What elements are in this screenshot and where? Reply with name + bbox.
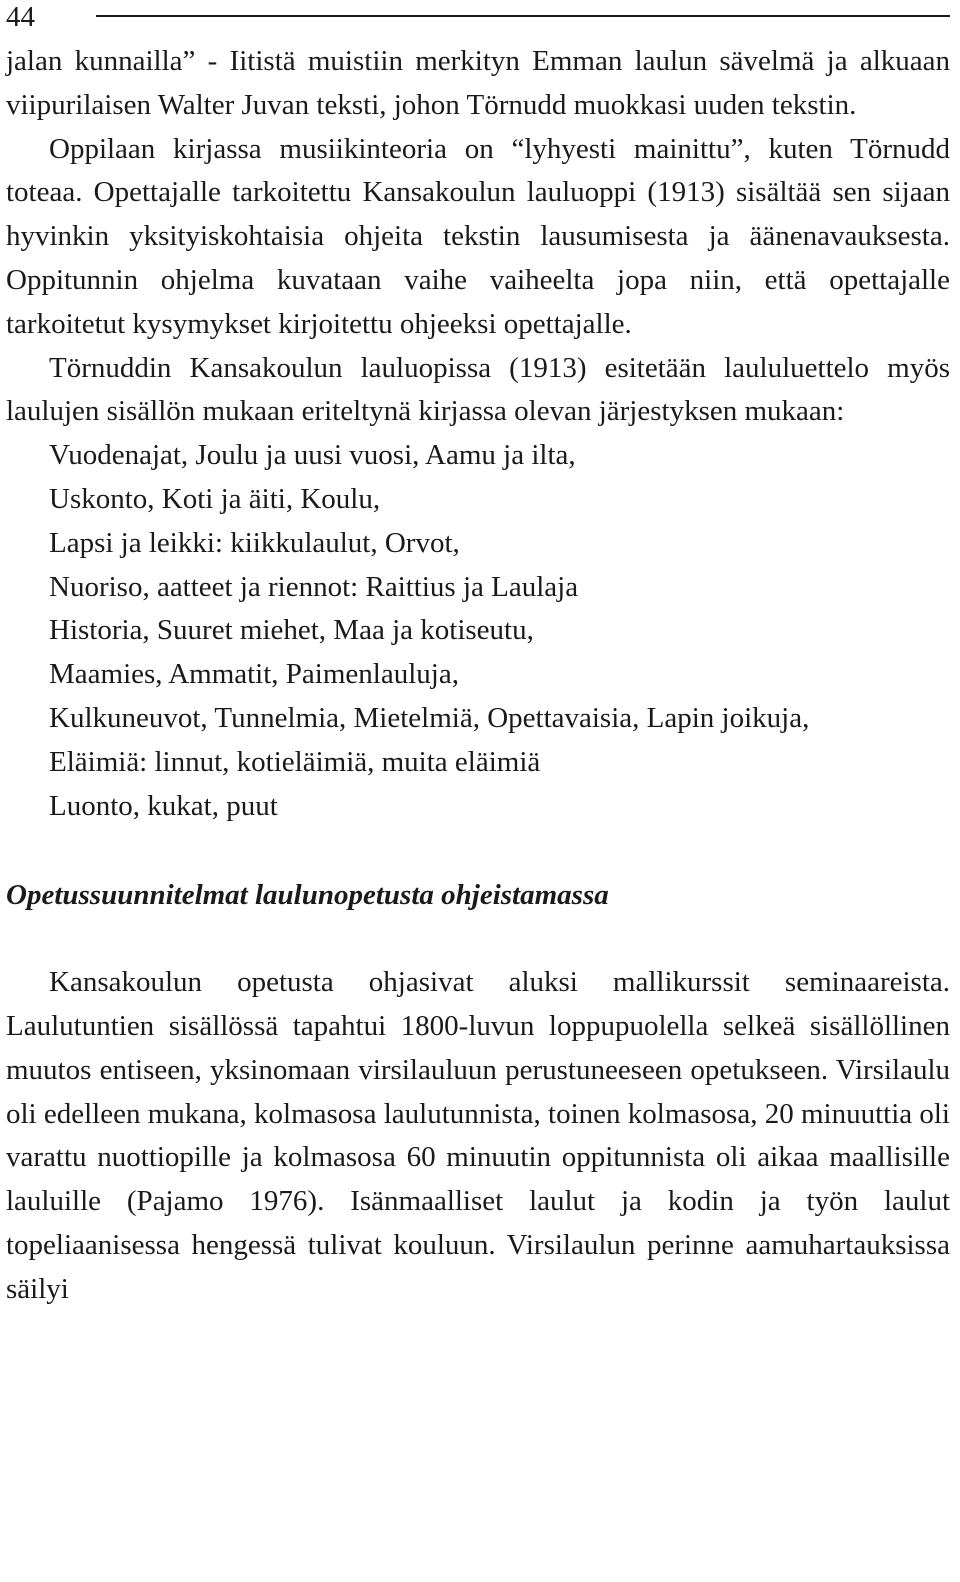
page-header xyxy=(6,0,950,34)
list-item: Luonto, kukat, puut xyxy=(49,789,278,822)
page-number: 44 xyxy=(6,1,35,33)
list-item: Eläimiä: linnut, kotieläimiä, muita eläimiä xyxy=(49,745,541,778)
list-item: Maamies, Ammatit, Paimenlauluja, xyxy=(49,658,459,691)
list-item: Vuodenajat, Joulu ja uusi vuosi, Aamu ja ilta, xyxy=(49,439,576,472)
list-item: Lapsi ja leikki: kiikkulaulut, Orvot, xyxy=(49,526,460,559)
song-category-list xyxy=(6,434,950,828)
page-body xyxy=(6,40,950,1312)
header-rule xyxy=(96,15,950,17)
paragraph-curriculum: Kansakoulun opetusta ohjasivat aluksi mallikurssit seminaareista. Laulutuntien sisällössä tapahtui 1800-luvun loppupuolella selkeä sisällöllinen muutos entiseen, yksinomaan virsilauluun perustuneeseen opetukseen. Virsilaulu oli edelleen mukana, kolmasosa laulutunnista, toinen kolmasosa, 20 minuuttia oli varattu nuottiopille ja kolmasosa 60 minuutin oppitunnista oli aikaa maallisille lauluille (Pajamo 1976). Isänmaalliset laulut ja kodin ja työn laulut topeliaanisessa hengessä tulivat kouluun. Virsilaulun perinne aamuhartauksissa säilyi xyxy=(6,966,950,1305)
section-spacer xyxy=(6,828,950,874)
list-item: Uskonto, Koti ja äiti, Koulu, xyxy=(49,482,381,515)
paragraph-continuation: jalan kunnailla” - Iitistä muistiin merkityn Emman laulun sävelmä ja alkuaan viipurilaisen Walter Juvan teksti, johon Törnudd muokkasi uuden tekstin. xyxy=(6,45,950,121)
list-item: Kulkuneuvot, Tunnelmia, Mietelmiä, Opettavaisia, Lapin joikuja, xyxy=(49,701,810,734)
paragraph-song-list-intro: Törnuddin Kansakoulun lauluopissa (1913) esitetään laululuettelo myös laulujen sisällön mukaan eriteltynä kirjassa olevan järjestyksen mukaan: xyxy=(6,351,950,428)
section-heading: Opetussuunnitelmat laulunopetusta ohjeistamassa xyxy=(6,879,609,912)
section-spacer xyxy=(6,918,950,961)
list-item: Historia, Suuret miehet, Maa ja kotiseutu, xyxy=(49,614,534,647)
list-item: Nuoriso, aatteet ja riennot: Raittius ja Laulaja xyxy=(49,570,579,603)
paragraph-music-theory: Oppilaan kirjassa musiikinteoria on “lyhyesti mainittu”, kuten Törnudd toteaa. Opettajalle tarkoitettu Kansakoulun lauluoppi (1913) sisältää sen sijaan hyvinkin yksityiskohtaisia ohjeita tekstin lausumisesta ja äänenavauksesta. Oppitunnin ohjelma kuvataan vaihe vaiheelta jopa niin, että opettajalle tarkoitetut kysymykset kirjoitettu ohjeeksi opettajalle. xyxy=(6,132,950,340)
